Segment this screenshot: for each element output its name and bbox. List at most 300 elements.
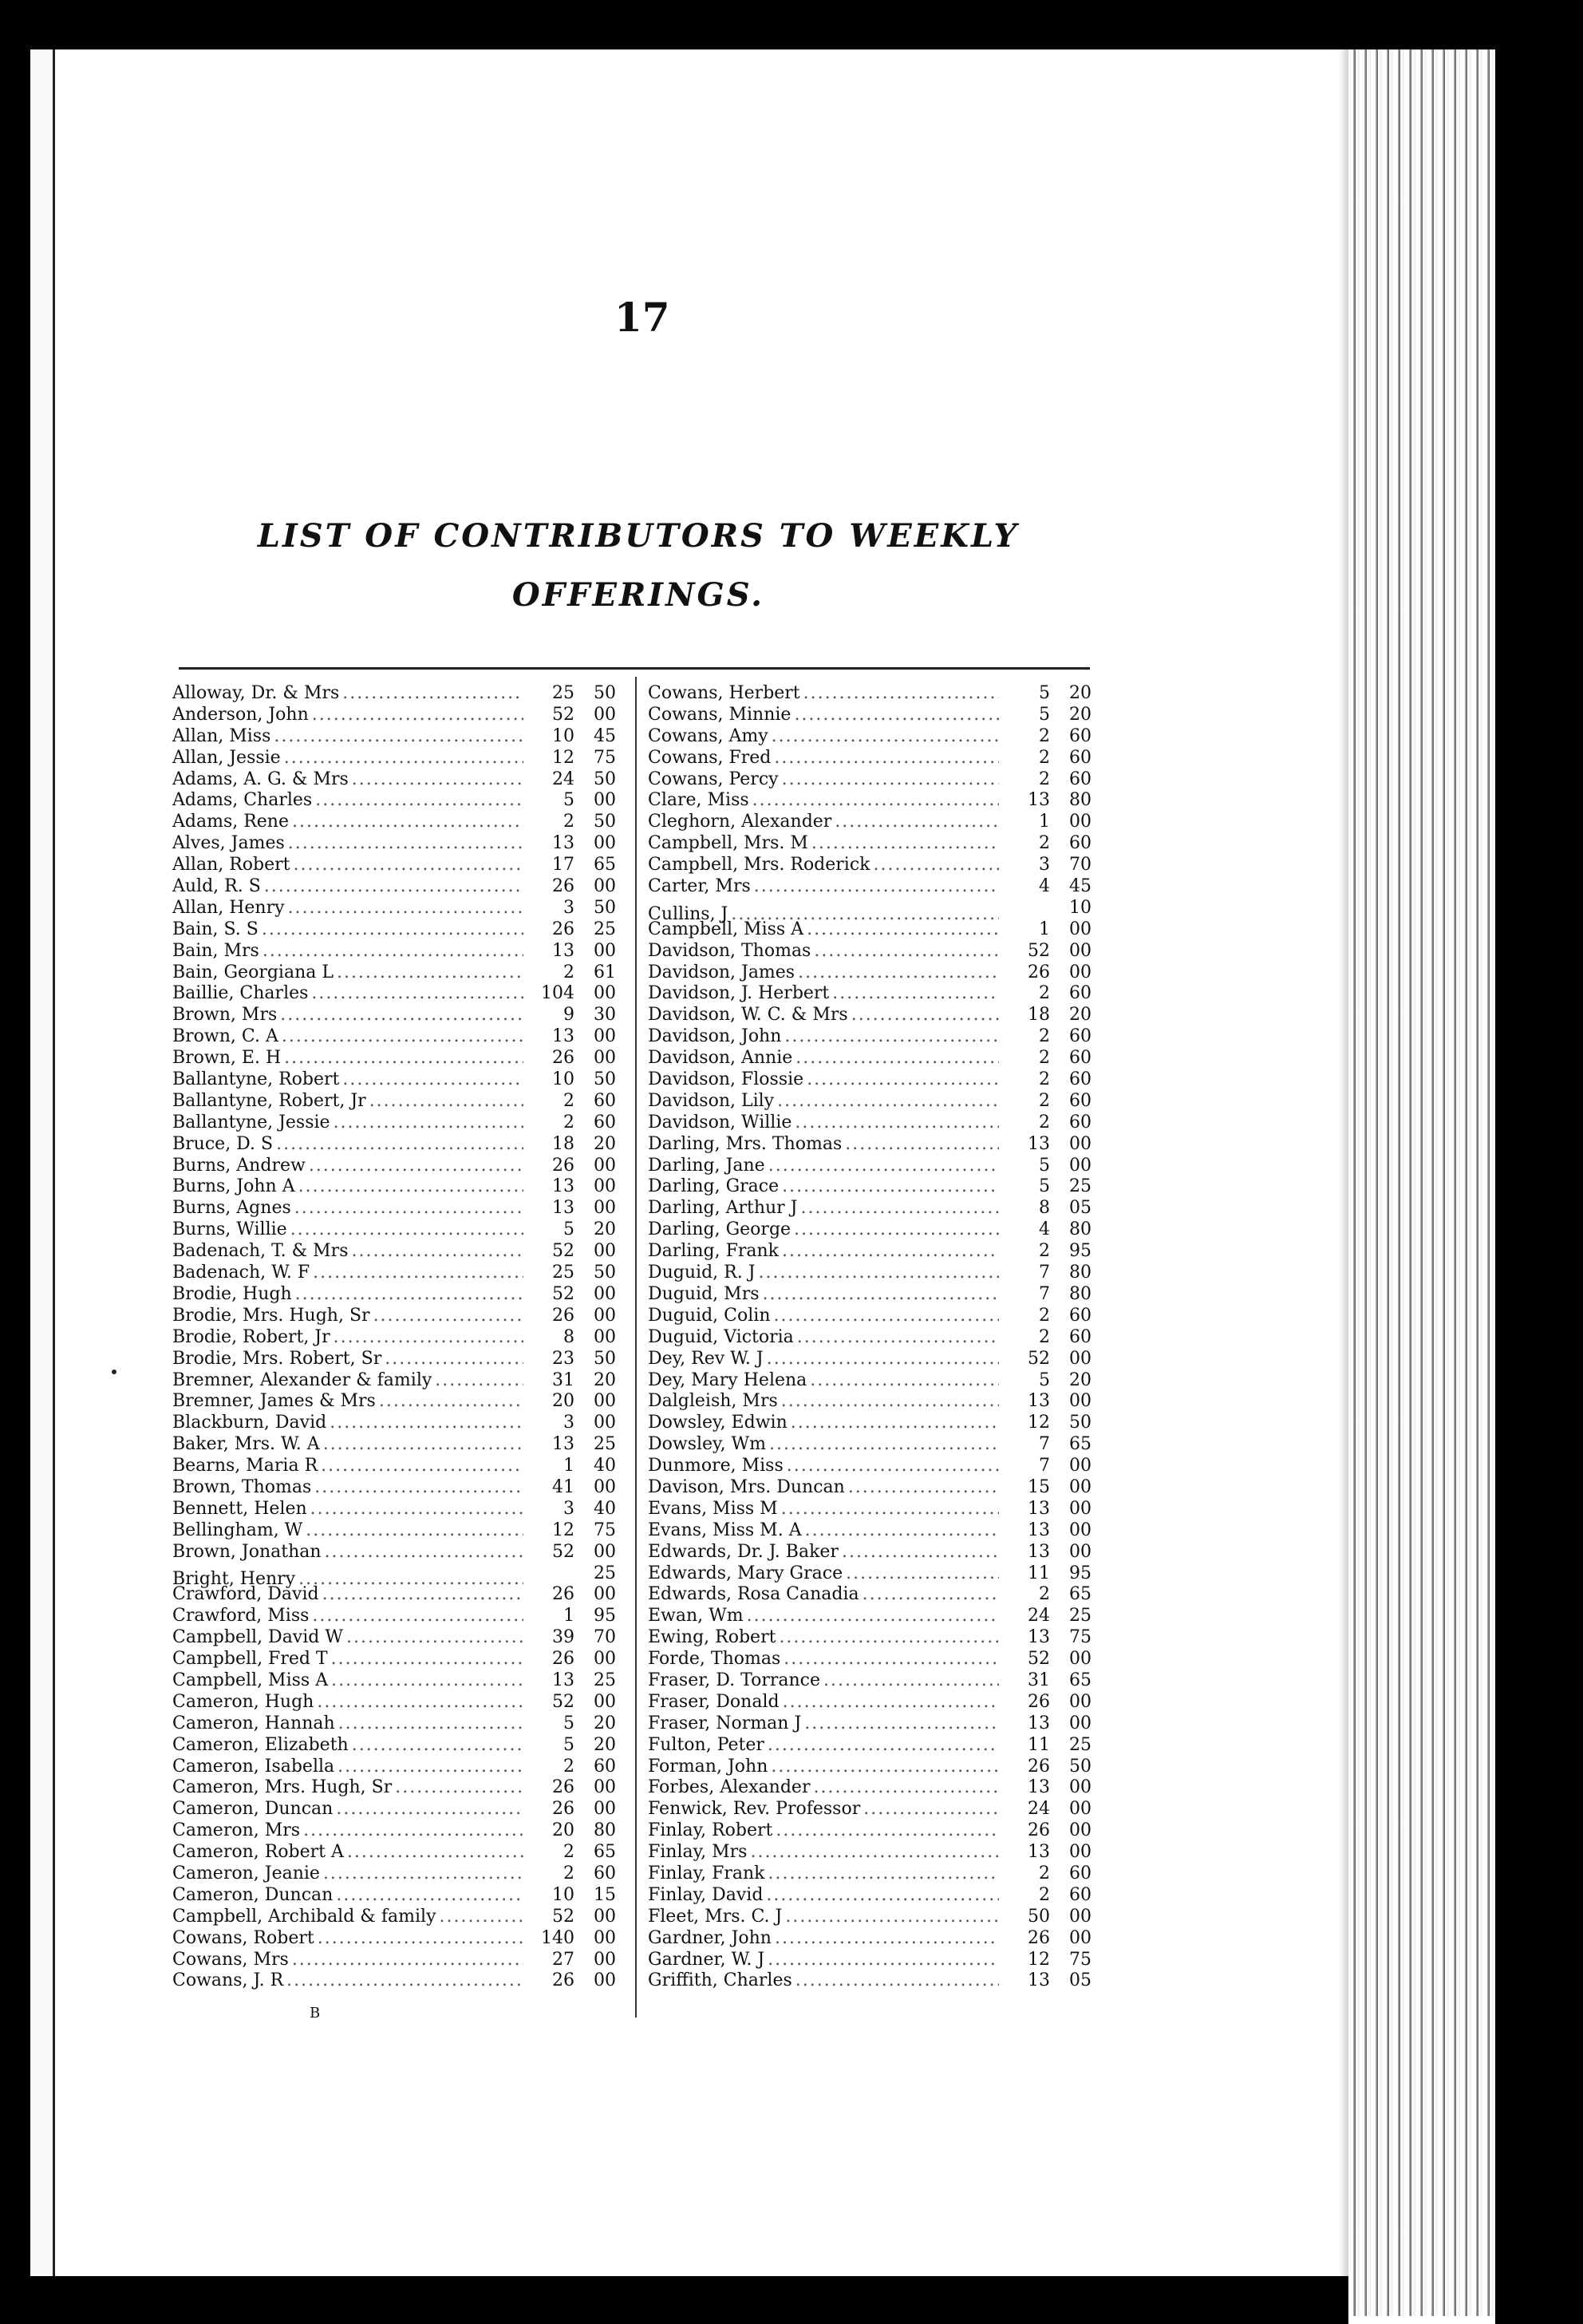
amount-cents: 50 [1069,1413,1092,1433]
amount [527,1649,619,1670]
contributor-entry [648,1349,1095,1370]
contributor-entry [648,833,1095,855]
amount-cents: 50 [594,897,616,918]
amount-cents: 75 [594,1520,616,1540]
amount [1002,1950,1095,1971]
leader-dots [794,705,999,726]
amount-dollars: 5 [563,1713,574,1733]
contributor-entry [648,812,1095,833]
amount [1002,790,1095,812]
amount-dollars: 31 [1028,1670,1050,1690]
amount-cents: 15 [594,1884,616,1905]
contributor-entry [648,1219,1095,1241]
contributor-name: Davison, Mrs. Duncan [648,1476,845,1497]
amount-dollars: 13 [1028,1842,1050,1863]
leader-dots [338,1757,523,1778]
leader-dots [292,812,523,833]
contributor-name: Finlay, David [648,1884,764,1905]
contributor-entry [648,1757,1095,1778]
amount-dollars: 2 [1039,747,1050,768]
contributor-name: Anderson, John [172,704,309,725]
contributor-name: Davidson, Willie [648,1112,792,1132]
contributor-entry [172,941,619,962]
contributor-entry [172,1048,619,1069]
amount-cents: 20 [594,1713,616,1733]
leader-dots [337,962,523,984]
amount-dollars: 52 [552,1691,574,1712]
amount-dollars: 12 [1028,1413,1050,1433]
contributor-entry [172,1499,619,1520]
amount [1002,726,1095,748]
leader-dots [797,1327,999,1349]
contributor-name: Adams, Charles [172,790,313,811]
amount-cents: 25 [594,1670,616,1690]
amount-cents: 00 [1069,1906,1092,1927]
contributor-entry [172,1713,619,1735]
leader-dots [772,726,999,748]
amount-dollars: 52 [552,1241,574,1262]
amount [1002,1434,1095,1456]
leader-dots [288,898,523,919]
contributor-entry [648,1563,1095,1585]
amount-dollars: 5 [563,790,574,811]
amount-dollars: 39 [552,1627,574,1648]
amount [527,790,619,812]
contributor-entry [648,1864,1095,1885]
amount-dollars: 50 [1028,1906,1050,1927]
leader-dots [813,1777,999,1799]
contributor-name: Evans, Miss M. A [648,1520,802,1540]
amount-dollars: 13 [1028,1541,1050,1562]
leader-dots [814,941,999,962]
leader-dots [306,1520,523,1542]
amount [527,1820,619,1842]
amount [1002,876,1095,898]
contributor-entry [172,1413,619,1434]
contributor-entry [172,1735,619,1757]
amount [1002,1820,1095,1842]
contributor-entry [648,1777,1095,1799]
amount-dollars [1002,898,1050,919]
amount-dollars: 5 [1039,704,1050,725]
amount-dollars: 17 [552,855,574,875]
amount-dollars: 140 [541,1927,574,1948]
contributor-name: Duguid, Colin [648,1305,771,1326]
amount-dollars: 26 [1028,1691,1050,1712]
contributor-name: Burns, Agnes [172,1198,291,1219]
leader-dots [295,1284,523,1306]
amount-dollars: 25 [552,683,574,703]
contributor-entry [172,1091,619,1113]
amount [527,1349,619,1370]
amount-cents: 00 [594,790,616,811]
amount [1002,1069,1095,1091]
amount-dollars: 26 [552,1970,574,1991]
contributor-entry [172,1542,619,1563]
amount [1002,1477,1095,1499]
amount-cents: 00 [594,1391,616,1412]
amount-dollars: 10 [552,1884,574,1905]
contributor-entry [172,1692,619,1713]
leader-dots [280,1005,523,1026]
amount-dollars: 20 [552,1391,574,1412]
amount-dollars: 13 [1028,1133,1050,1154]
amount [1002,1907,1095,1928]
amount-cents: 00 [594,1906,616,1927]
amount [1002,898,1095,919]
amount [527,876,619,898]
amount [527,1284,619,1306]
contributor-entry [648,1499,1095,1520]
amount-cents: 65 [594,1842,616,1863]
amount [1002,1563,1095,1585]
amount-cents: 80 [594,1820,616,1841]
leader-dots [292,1950,523,1971]
amount-dollars: 13 [1028,1777,1050,1798]
leader-dots [767,1349,999,1370]
amount [527,1434,619,1456]
amount [527,1477,619,1499]
amount-dollars: 13 [1028,1713,1050,1733]
amount-dollars: 52 [1028,1649,1050,1670]
contributor-entry [172,1950,619,1971]
contributor-entry [172,1391,619,1413]
amount [1002,1757,1095,1778]
amount [1002,1219,1095,1241]
amount-cents: 00 [1069,1842,1092,1863]
amount [527,1306,619,1327]
amount-cents: 50 [594,812,616,832]
amount [527,919,619,941]
amount-dollars: 4 [1039,1219,1050,1240]
amount-dollars: 26 [552,1777,574,1798]
leader-dots [842,1542,999,1563]
amount [1002,1241,1095,1263]
leader-dots [863,1799,999,1820]
contributor-name: Forde, Thomas [648,1649,781,1670]
amount-dollars: 13 [1028,1627,1050,1648]
amount [1002,812,1095,833]
leader-dots [776,1820,999,1842]
contributor-name: Ballantyne, Jessie [172,1112,330,1132]
amount-dollars: 41 [552,1476,574,1497]
ink-mark [112,1370,116,1374]
contributor-name: Bearns, Maria R [172,1456,318,1476]
contributor-entry [648,1477,1095,1499]
amount-cents: 00 [1069,1391,1092,1412]
amount-dollars: 26 [552,1799,574,1820]
amount-cents: 50 [1069,1756,1092,1777]
contributor-name: Darling, Grace [648,1176,780,1197]
contributor-entry [648,1156,1095,1177]
contributor-name: Bain, Mrs [172,940,259,961]
amount [527,1520,619,1542]
contributor-entry [172,1885,619,1907]
amount-dollars: 2 [563,962,574,982]
contributor-entry [172,855,619,876]
contributor-entry [648,1970,1095,1992]
amount-cents: 50 [594,1069,616,1090]
contributor-name: Auld, R. S [172,876,261,897]
leader-dots [312,705,523,726]
contributor-name: Burns, Willie [172,1219,287,1240]
amount-cents: 20 [1069,683,1092,703]
contributor-name: Cowans, Minnie [648,704,792,725]
amount-cents: 00 [1069,1133,1092,1154]
contributor-entry [648,1606,1095,1627]
amount-cents: 00 [1069,1927,1092,1948]
previous-page-edge [30,49,55,2276]
amount-dollars: 2 [1039,1884,1050,1905]
amount-dollars: 5 [1039,683,1050,703]
contributor-name: Carter, Mrs [648,876,751,897]
amount-cents: 70 [594,1627,616,1648]
leader-dots [286,1970,523,1992]
leader-dots [768,1735,999,1757]
amount [527,1219,619,1241]
amount [1002,1670,1095,1692]
contributor-entry [172,1349,619,1370]
amount-cents: 00 [594,983,616,1004]
amount-dollars: 23 [552,1348,574,1369]
contributor-entry [648,1048,1095,1069]
leader-dots [321,1456,523,1477]
contributor-entry [648,1520,1095,1542]
amount-cents: 00 [594,1413,616,1433]
contributor-name: Dowsley, Edwin [648,1413,788,1433]
amount [527,1777,619,1799]
leader-dots [385,1349,523,1370]
amount-cents: 00 [594,1155,616,1176]
amount [1002,1456,1095,1477]
amount [527,1842,619,1864]
amount-dollars: 27 [552,1949,574,1970]
leader-dots [811,833,999,855]
amount-dollars: 13 [1028,790,1050,811]
contributor-entry [172,683,619,705]
contributor-entry [172,1477,619,1499]
amount [1002,1928,1095,1950]
amount [527,898,619,919]
amount-cents: 00 [594,1476,616,1497]
amount-cents: 50 [594,769,616,789]
leader-dots [832,983,999,1005]
leader-dots [284,1048,523,1069]
amount-dollars: 2 [563,1112,574,1132]
leader-dots [274,726,523,748]
contributor-entry [648,1284,1095,1306]
amount-cents: 00 [594,1305,616,1326]
amount [1002,1520,1095,1542]
amount-cents: 25 [594,1563,616,1583]
contributor-name: Cleghorn, Alexander [648,812,832,832]
amount-dollars: 7 [1039,1263,1050,1283]
contributor-entry [648,1091,1095,1113]
amount-dollars: 2 [563,812,574,832]
contributor-name: Fenwick, Rev. Professor [648,1799,861,1820]
amount-cents: 80 [1069,1219,1092,1240]
amount [1002,1649,1095,1670]
contributor-entry [648,1005,1095,1026]
amount-dollars: 2 [1039,833,1050,854]
contributor-name: Cowans, Percy [648,769,779,789]
amount-dollars: 1 [1039,919,1050,939]
contributor-name: Campbell, Mrs. M [648,833,808,854]
amount-cents: 50 [594,1263,616,1283]
contributor-entry [172,1799,619,1820]
leader-dots [863,1584,999,1606]
contributor-entry [172,1820,619,1842]
contributor-name: Fraser, Norman J [648,1713,802,1733]
amount-cents: 00 [594,876,616,897]
contributor-name: Ballantyne, Robert, Jr [172,1090,366,1111]
contributor-name: Bennett, Helen [172,1498,307,1519]
leader-dots [312,1606,523,1627]
leader-dots [768,1950,999,1971]
contributor-entry [172,1757,619,1778]
amount-dollars: 3 [563,1498,574,1519]
amount [527,1499,619,1520]
amount-cents: 00 [594,940,616,961]
amount [527,1864,619,1885]
contributor-entry [172,1456,619,1477]
contributor-entry [648,1692,1095,1713]
leader-dots [334,1327,523,1349]
amount-cents: 00 [594,1198,616,1219]
contributor-name: Davidson, John [648,1026,782,1047]
contributor-name: Darling, Frank [648,1241,779,1262]
amount-cents: 60 [1069,1026,1092,1047]
leader-dots [747,1606,999,1627]
leader-dots [775,1928,999,1950]
amount-dollars: 2 [1039,1048,1050,1069]
amount [527,1713,619,1735]
amount [527,1563,619,1585]
amount-cents: 60 [1069,833,1092,854]
amount-cents: 00 [594,1799,616,1820]
amount-dollars: 1 [563,1606,574,1626]
amount-cents: 61 [594,962,616,982]
amount-cents: 25 [1069,1734,1092,1755]
contributor-entry [648,855,1095,876]
amount-cents: 00 [1069,1799,1092,1820]
contributor-name: Brown, Mrs [172,1005,278,1026]
leader-dots [795,1048,999,1069]
page-number: 17 [614,294,670,341]
contributor-entry [648,1542,1095,1563]
amount-dollars: 52 [552,704,574,725]
amount [1002,1885,1095,1907]
leader-dots [783,1692,999,1713]
amount [527,1413,619,1434]
leader-dots [331,1649,523,1670]
amount-dollars: 20 [552,1820,574,1841]
amount-cents: 60 [1069,1326,1092,1347]
amount-dollars [527,1563,574,1585]
amount-cents: 00 [594,704,616,725]
contributor-name: Cowans, Amy [648,725,768,746]
amount-dollars: 52 [552,1541,574,1562]
amount-cents: 20 [1069,704,1092,725]
contributor-entry [648,1885,1095,1907]
leader-dots [823,1670,999,1692]
contributor-name: Campbell, Miss A [648,919,804,939]
contributor-name: Crawford, David [172,1584,319,1605]
amount-cents: 00 [1069,1713,1092,1733]
amount-dollars: 24 [552,769,574,789]
amount-dollars: 12 [552,747,574,768]
amount-cents: 00 [594,1649,616,1670]
contributor-entry [172,1156,619,1177]
scan-border-top [0,0,1583,49]
amount [527,1670,619,1692]
amount-dollars: 3 [563,1413,574,1433]
amount-cents: 00 [594,1026,616,1047]
amount-cents: 00 [1069,1498,1092,1519]
amount [527,1735,619,1757]
amount [527,1799,619,1820]
contributor-entry [648,962,1095,984]
contributors-right-column [648,683,1095,1992]
amount-cents: 00 [594,1241,616,1262]
contributor-entry [648,769,1095,791]
contributor-entry [172,1113,619,1134]
amount-cents: 20 [594,1370,616,1390]
amount-cents: 95 [1069,1241,1092,1262]
contributor-name: Alloway, Dr. & Mrs [172,683,340,703]
contributor-entry [648,897,1095,924]
amount [527,1584,619,1606]
amount [1002,1306,1095,1327]
amount-dollars: 2 [1039,1241,1050,1262]
contributor-entry [172,1176,619,1198]
amount-dollars: 2 [1039,1863,1050,1883]
contributor-entry [172,1606,619,1627]
contributor-name: Cameron, Hannah [172,1713,335,1733]
amount-dollars: 2 [1039,1584,1050,1605]
page-title-line-2: OFFERINGS. [511,576,765,614]
contributor-name: Forbes, Alexander [648,1777,811,1798]
leader-dots [323,1864,523,1885]
leader-dots [347,1842,523,1864]
amount-cents: 00 [1069,1777,1092,1798]
amount [527,1907,619,1928]
amount-cents: 00 [1069,1520,1092,1540]
leader-dots [294,855,523,876]
amount-dollars: 12 [1028,1949,1050,1970]
contributor-entry [172,1005,619,1026]
contributor-entry [172,1864,619,1885]
contributor-name: Campbell, Miss A [172,1670,329,1690]
contributor-entry [648,1327,1095,1349]
amount [527,1692,619,1713]
leader-dots [768,1864,999,1885]
contributor-entry [172,1649,619,1670]
amount-dollars: 7 [1039,1283,1050,1304]
amount [1002,1113,1095,1134]
book-page-edges [1348,49,1495,2316]
contributor-name: Badenach, W. F [172,1263,310,1283]
contributor-name: Duguid, Victoria [648,1326,794,1347]
leader-dots [262,919,523,941]
amount-dollars: 26 [1028,962,1050,982]
contributor-name: Cameron, Mrs. Hugh, Sr [172,1777,393,1798]
amount-dollars: 52 [552,1906,574,1927]
contributor-name: Cameron, Duncan [172,1799,334,1820]
amount-cents: 80 [1069,1283,1092,1304]
amount-dollars: 5 [1039,1155,1050,1176]
leader-dots [851,1005,999,1026]
